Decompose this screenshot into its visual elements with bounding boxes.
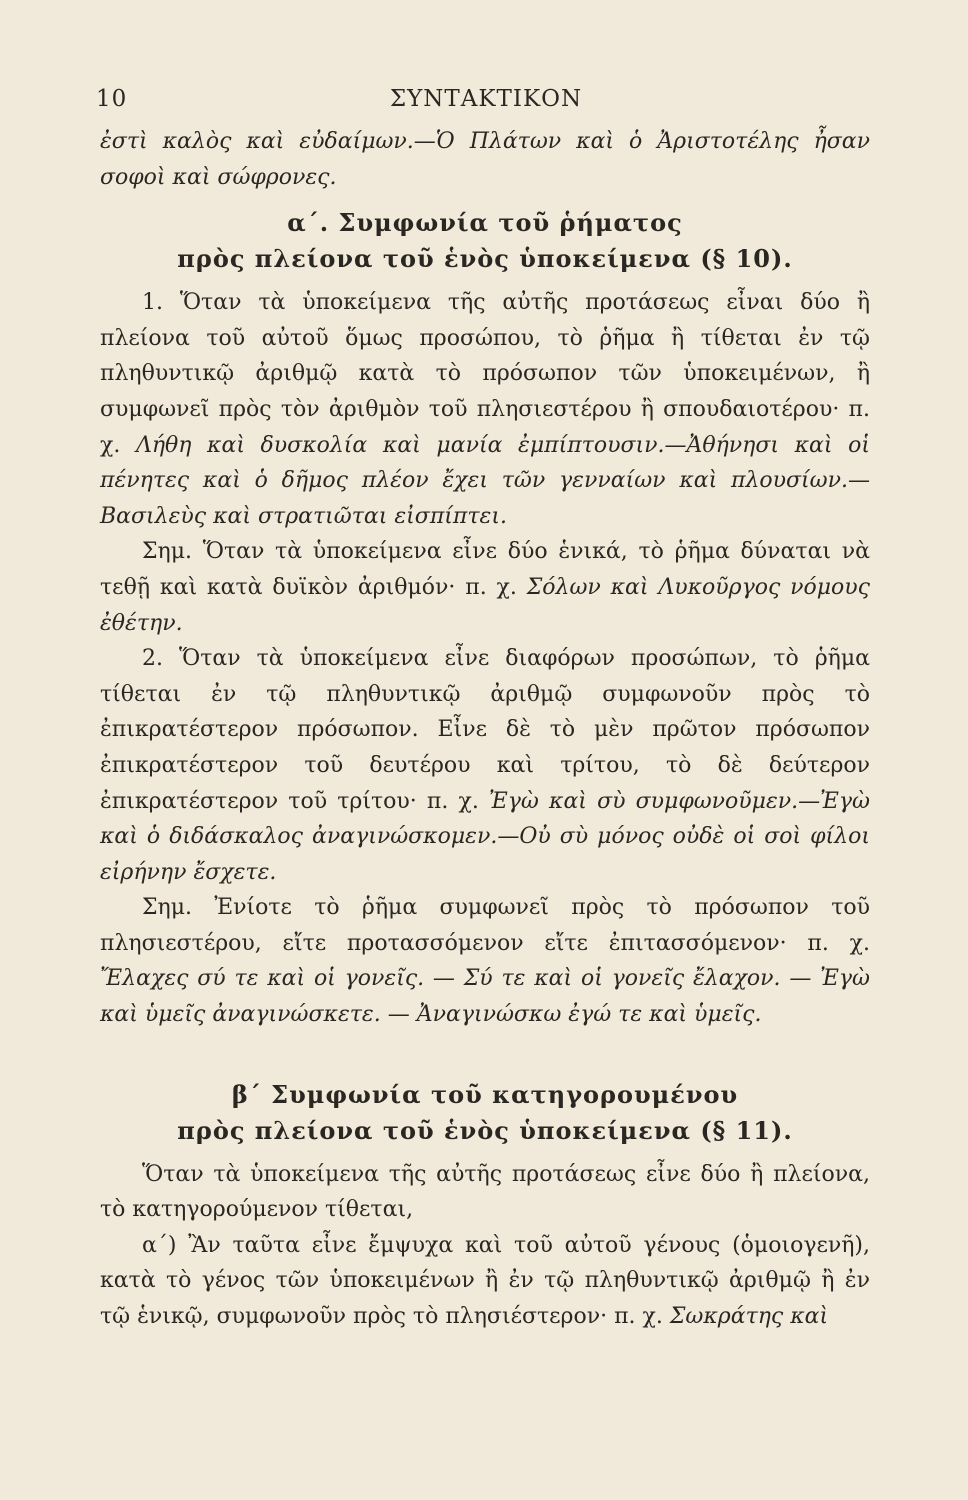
case-a-text: α΄) Ἂν ταῦτα εἶνε ἔμψυχα καὶ τοῦ αὐτοῦ γένους (ὁμοιογενῆ), κατὰ τὸ γένος τῶν ὑποκειμένων ἢ ἐν τῷ πληθυντικῷ ἀριθμῷ ἢ ἐν τῷ ἑνικῷ, συμφωνοῦν πρὸς τὸ πλησιέστερον· π. χ. (100, 1232, 870, 1330)
rule-1-text: 1. Ὅταν τὰ ὑποκείμενα τῆς αὐτῆς προτάσεως εἶναι δύο ἢ πλείονα τοῦ αὐτοῦ ὅμως προσώπου, τὸ ῥῆμα ἢ τίθεται ἐν τῷ πληθυντικῷ ἀριθμῷ κατὰ τὸ πρόσωπον τῶν ὑποκειμένων, ἢ συμφωνεῖ πρὸς τὸν ἀριθμὸν τοῦ πλησιεστέρου ἢ σπουδαιοτέρου· π. χ. (100, 290, 870, 458)
section-b-case-a (100, 1228, 870, 1335)
page-body (100, 124, 870, 1335)
running-title: ΣΥΝΤΑΚΤΙΚΟΝ (389, 86, 583, 112)
rule-1-examples: Λήθη καὶ δυσκολία καὶ μανία ἐμπίπτουσιν.—Ἀθήνησι καὶ οἱ πένητες καὶ ὁ δῆμος πλέον ἔχει τῶν γενναίων καὶ πλουσίων.—Βασιλεὺς καὶ στρατιῶται εἰσπίπτει. (100, 432, 870, 529)
case-a-examples: Σωκράτης καὶ (669, 1304, 829, 1330)
page-number: 10 (96, 86, 128, 112)
note-1-text: Σημ. Ὅταν τὰ ὑποκείμενα εἶνε δύο ἑνικά, τὸ ῥῆμα δύναται νὰ τεθῇ καὶ κατὰ δυϊκὸν ἀριθμόν· π. χ. (100, 539, 870, 600)
rule-2-examples: Ἐγὼ καὶ σὺ συμφωνοῦμεν.—Ἐγὼ καὶ ὁ διδάσκαλος ἀναγινώσκομεν.—Οὐ σὺ μόνος οὐδὲ οἱ σοὶ φίλοι εἰρήνην ἔσχετε. (100, 788, 870, 885)
rule-2-text: 2. Ὅταν τὰ ὑποκείμενα εἶνε διαφόρων προσώπων, τὸ ῥῆμα τίθεται ἐν τῷ πληθυντικῷ ἀριθμῷ συμφωνοῦν πρὸς τὸ ἐπικρατέστερον πρόσωπον. Εἶνε δὲ τὸ μὲν πρῶτον πρόσωπον ἐπικρατέστερον τοῦ δευτέρου καὶ τρίτου, τὸ δὲ δεύτερον ἐπικρατέστερον τοῦ τρίτου· π. χ. (100, 646, 870, 814)
continuation-paragraph (100, 124, 870, 195)
continuation-examples: ἐστὶ καλὸς καὶ εὐδαίμων.—Ὁ Πλάτων καὶ ὁ Ἀριστοτέλης ἦσαν σοφοὶ καὶ σώφρονες. (100, 129, 870, 190)
section-b-intro: Ὅταν τὰ ὑποκείμενα τῆς αὐτῆς προτάσεως εἶνε δύο ἢ πλείονα, τὸ κατηγορούμενον τίθεται, (100, 1161, 870, 1223)
note-paragraph-1 (100, 534, 870, 641)
section-heading-b-line1: β΄ Συμφωνία τοῦ κατηγορουμένου (231, 1079, 739, 1109)
section-heading-a-line2: πρὸς πλείονα τοῦ ἑνὸς ὑποκείμενα (§ 10). (177, 244, 793, 274)
section-heading-a (100, 205, 870, 277)
note-2-text: Σημ. Ἐνίοτε τὸ ῥῆμα συμφωνεῖ πρὸς τὸ πρόσωπον τοῦ πλησιεστέρου, εἴτε προτασσόμενον εἴτε ἐπιτασσόμενον· π. χ. (100, 895, 870, 956)
note-2-examples: Ἔλαχες σύ τε καὶ οἱ γονεῖς. — Σύ τε καὶ οἱ γονεῖς ἔλαχον. — Ἐγὼ καὶ ὑμεῖς ἀναγινώσκετε. — Ἀναγινώσκω ἐγώ τε καὶ ὑμεῖς. (100, 966, 870, 1028)
note-paragraph-2 (100, 890, 870, 1032)
section-heading-a-line1: α΄. Συμφωνία τοῦ ῥήματος (287, 208, 683, 238)
page-header (96, 86, 876, 116)
rule-paragraph-1 (100, 285, 870, 534)
rule-paragraph-2 (100, 641, 870, 890)
note-1-examples: Σόλων καὶ Λυκοῦργος νόμους ἐθέτην. (100, 574, 870, 636)
section-heading-b (100, 1077, 870, 1149)
section-heading-b-line2: πρὸς πλείονα τοῦ ἑνὸς ὑποκείμενα (§ 11). (177, 1115, 793, 1145)
